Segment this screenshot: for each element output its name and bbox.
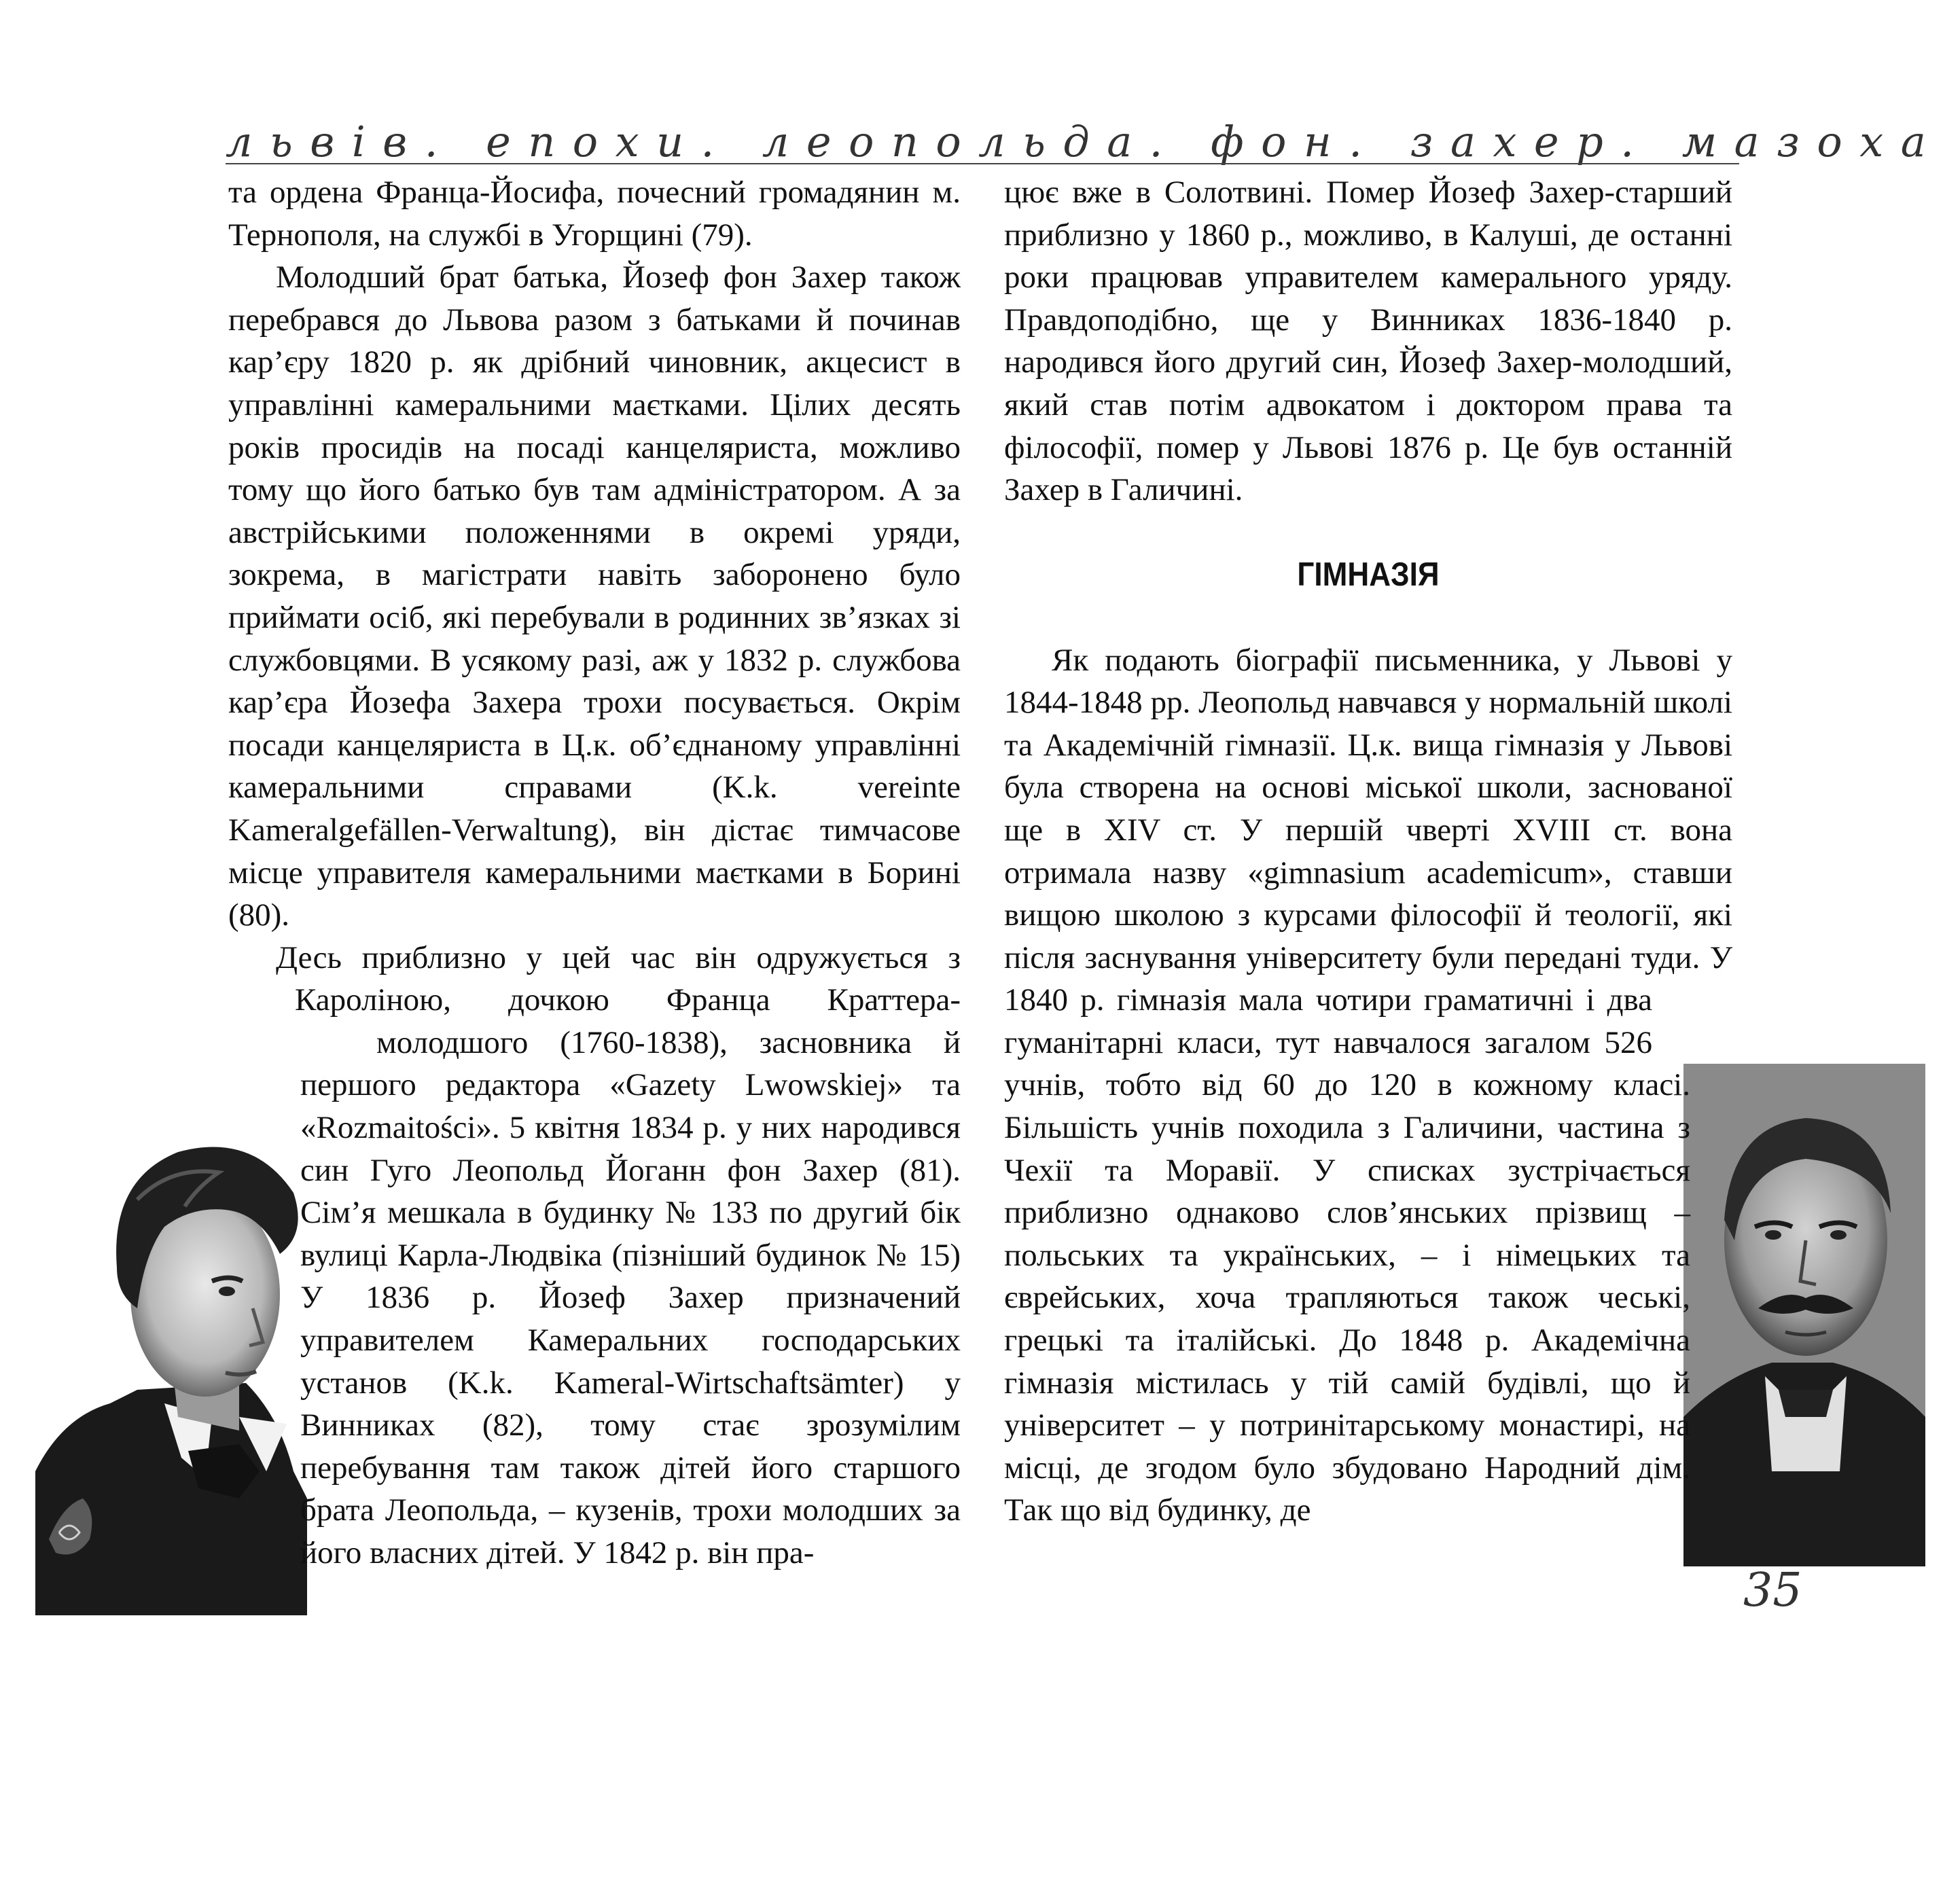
page-number: 35 — [1743, 1564, 1802, 1617]
right-paragraph-1: цює вже в Солотвині. Помер Йозеф Захер-старший приблизно у 1860 р., можливо, в Калуші, де останні роки працював управителем камерального уряду. Правдоподібно, ще у Винниках 1836-1840 р. народився його другий син, Йозеф Захер-молодший, який став потім адвокатом і доктором права та філософії, помер у Львові 1876 р. Це був останній Захер в Галичині. — [1004, 175, 1732, 508]
left-paragraph-2: Молодший брат батька, Йозеф фон Захер також перебрався до Львова разом з батьками й починав кар’єру 1820 р. як дрібний чиновник, акцесист в управлінні камеральними маєтками. Цілих десять років просидів на посаді канцеляриста, можливо тому що його батько був там адміністратором. А за австрійськими положеннями в окремі уряди, зокрема, в магістрати навіть заборонено було приймати осіб, які перебували в родинних зв’язках зі службовцями. В усякому разі, аж у 1832 р. службова кар’єра Йозефа Захера трохи посувається. Окрім посади канцеляриста в Ц.к. об’єднаному управлінні камеральними справами (K.k. vereinte Kameralgefällen-Verwaltung), він дістає тимчасове місце управителя камеральними маєтками в Борині (80). — [228, 259, 961, 933]
running-head: львів. епохи. леопольда. фон. захер. мазоха — [226, 117, 1943, 166]
portrait-man-with-moustache — [1683, 1064, 1925, 1566]
right-paragraph-2: Як подають біографії письменника, у Львові у 1844-1848 рр. Леопольд навчався у нормальній школі та Академічній гімназії. Ц.к. вища гімназія у Львові була створена на основі міської школи, заснованої ще в XIV ст. У першій чверті XVIII ст. вона отримала назву «gimnasium academicum», ставши вищою школою з курсами філософії й теології, які після заснування університету були передані туди. У 1840 р. гімназія мала чотири граматичні і два гуманітарні класи, тут навчалося загалом 526 учнів, тобто від 60 до 120 в кожному класі. Більшість учнів походила з Галичини, частина з Чехії та Моравії. У списках зустрічається приблизно однаково слов’янських прізвищ – польських та українських, – і німецьких та єврейських, хоча трапляються також чеські, грецькі та італійські. До 1848 р. Академічна гімназія містилась у тій самій будівлі, що й університет – у потринітарському монастирі, на місці, де згодом було збудовано Народний дім. Так що від будинку, де — [1004, 642, 1732, 1528]
left-paragraph-3: Десь приблизно у цей час він одружується з Кароліною, дочкою Франца Краттера-молодшого (1760-1838), засновника й першого редактора «Gazety Lwowskiej» та «Rozmaitości». 5 квітня 1834 р. у них народився син Гуго Леопольд Йоганн фон Захер (81). Сім’я мешкала в будинку № 133 по другий бік вулиці Карла-Людвіка (пізніший будинок № 15) У 1836 р. Йозеф Захер призначений управителем Камеральних господарських установ (K.k. Kameral-Wirtschaftsämter) у Винниках (82), тому стає зрозумілим перебування там також дітей його старшого брата Леопольда, – кузенів, трохи молодших за його власних дітей. У 1842 р. він пра- — [276, 939, 961, 1570]
header-rule — [226, 163, 1739, 164]
section-title: ГІМНАЗІЯ — [1297, 556, 1440, 594]
portrait-young-man — [35, 1064, 307, 1615]
left-paragraph-1: та ордена Франца-Йосифа, почесний громадянин м. Тернополя, на службі в Угорщині (79). — [228, 175, 961, 253]
right-column — [1004, 171, 1732, 1700]
left-column — [228, 171, 961, 1700]
